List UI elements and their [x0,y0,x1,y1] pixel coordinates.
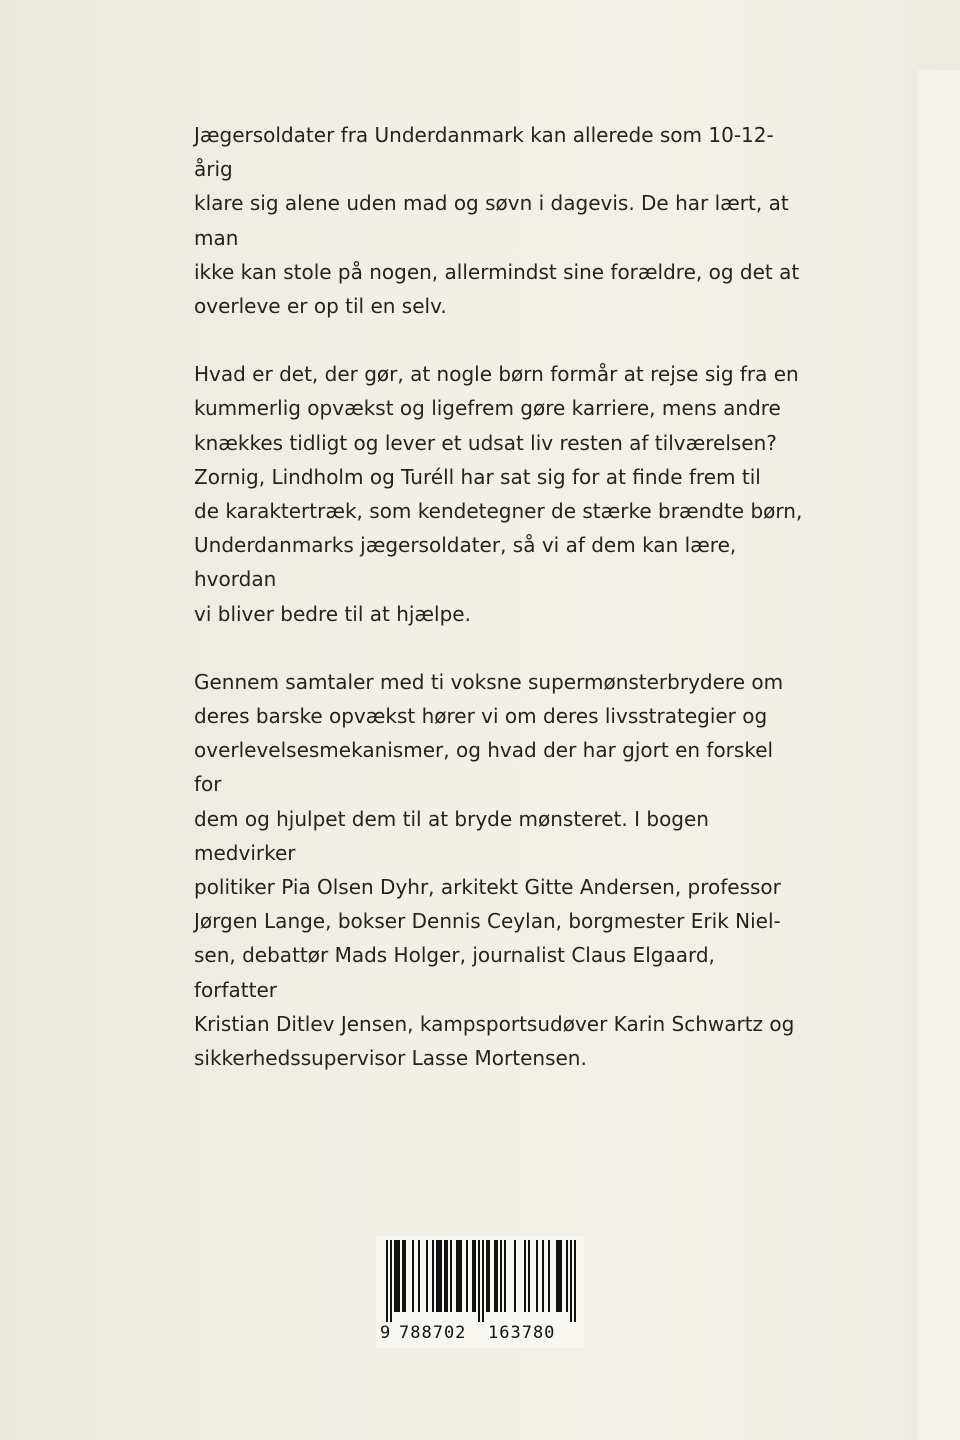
barcode-bar [390,1240,392,1322]
barcode-bar [514,1240,516,1312]
barcode-bar [570,1240,572,1322]
barcode-bar [386,1240,388,1322]
barcode-bar [394,1240,396,1312]
barcode-bar [418,1240,420,1312]
barcode-bar [548,1240,550,1312]
barcode-bar [396,1240,398,1312]
barcode-bar [482,1240,484,1322]
barcode-bar [458,1240,460,1312]
barcode-bar [574,1240,576,1322]
barcode-bar [474,1240,476,1312]
isbn-left-group: 788702 [399,1323,467,1343]
barcode-bar [566,1240,568,1312]
barcode-bar [440,1240,442,1312]
barcode-bar [438,1240,440,1312]
blurb-paragraph-3: Gennem samtaler med ti voksne supermønsterbrydere om deres barske opvækst hører vi om deres livsstrategier og overlevelsesmekanismer, og hvad der har gjort en forskel for dem og hjulpet dem til at bryde mønsteret. I bogen medvirker politiker Pia Olsen Dyhr, arkitekt Gitte Andersen, professor Jørgen Lange, bokser Dennis Ceylan, borgmester Erik Niel- sen, debattør Mads Holger, journalist Claus Elgaard, forfatter Kristian Ditlev Jensen, kampsportsudøver Karin Schwartz og sikkerhedssupervisor Lasse Mortensen. [194,669,795,1071]
barcode-bar [560,1240,562,1312]
blurb-paragraph-2: Hvad er det, der gør, at nogle børn formår at rejse sig fra en kummerlig opvækst og ligefrem gøre karriere, mens andre knækkes tidligt og lever et udsat liv resten af tilværelsen? Zornig, Lindholm og Turéll har sat sig for at finde frem til de karaktertræk, som kendetegner de stærke brændte børn, Underdanmarks jægersoldater, så vi af dem kan lære, hvordan vi bliver bedre til at hjælpe. [194,362,803,626]
barcode-bar [436,1240,438,1312]
cover-edge-strip [918,70,960,1440]
barcode-bar [556,1240,558,1312]
barcode-bar [536,1240,538,1312]
barcode-bar [542,1240,544,1312]
barcode-bar [432,1240,434,1312]
barcode-bars [376,1236,584,1322]
barcode-bar [524,1240,526,1312]
barcode-bar [528,1240,530,1312]
barcode-bar [494,1240,496,1312]
isbn-first-digit: 9 [380,1323,392,1343]
barcode-bar [404,1240,406,1312]
barcode-bar [488,1240,490,1312]
back-cover-blurb [194,118,804,1109]
barcode-bar [456,1240,458,1312]
isbn-barcode [376,1236,584,1348]
barcode-bar [398,1240,400,1312]
barcode-bar [478,1240,480,1322]
barcode-bar [444,1240,446,1312]
barcode-bar [472,1240,474,1312]
barcode-bar [500,1240,502,1312]
barcode-bar [504,1240,506,1312]
barcode-bar [412,1240,414,1312]
isbn-right-group: 163780 [488,1323,556,1343]
barcode-bar [460,1240,462,1312]
barcode-bar [486,1240,488,1312]
barcode-bar [496,1240,498,1312]
barcode-bar [402,1240,404,1312]
isbn-number [376,1322,584,1344]
barcode-bar [426,1240,428,1312]
barcode-bar [558,1240,560,1312]
barcode-bar [446,1240,448,1312]
barcode-bar [466,1240,468,1312]
blurb-paragraph-1: Jægersoldater fra Underdanmark kan allerede som 10-12-årig klare sig alene uden mad og søvn i dagevis. De har lært, at man ikke kan stole på nogen, allermindst sine forældre, og det at overleve er op til en selv. [194,123,800,319]
barcode-bar [450,1240,452,1312]
